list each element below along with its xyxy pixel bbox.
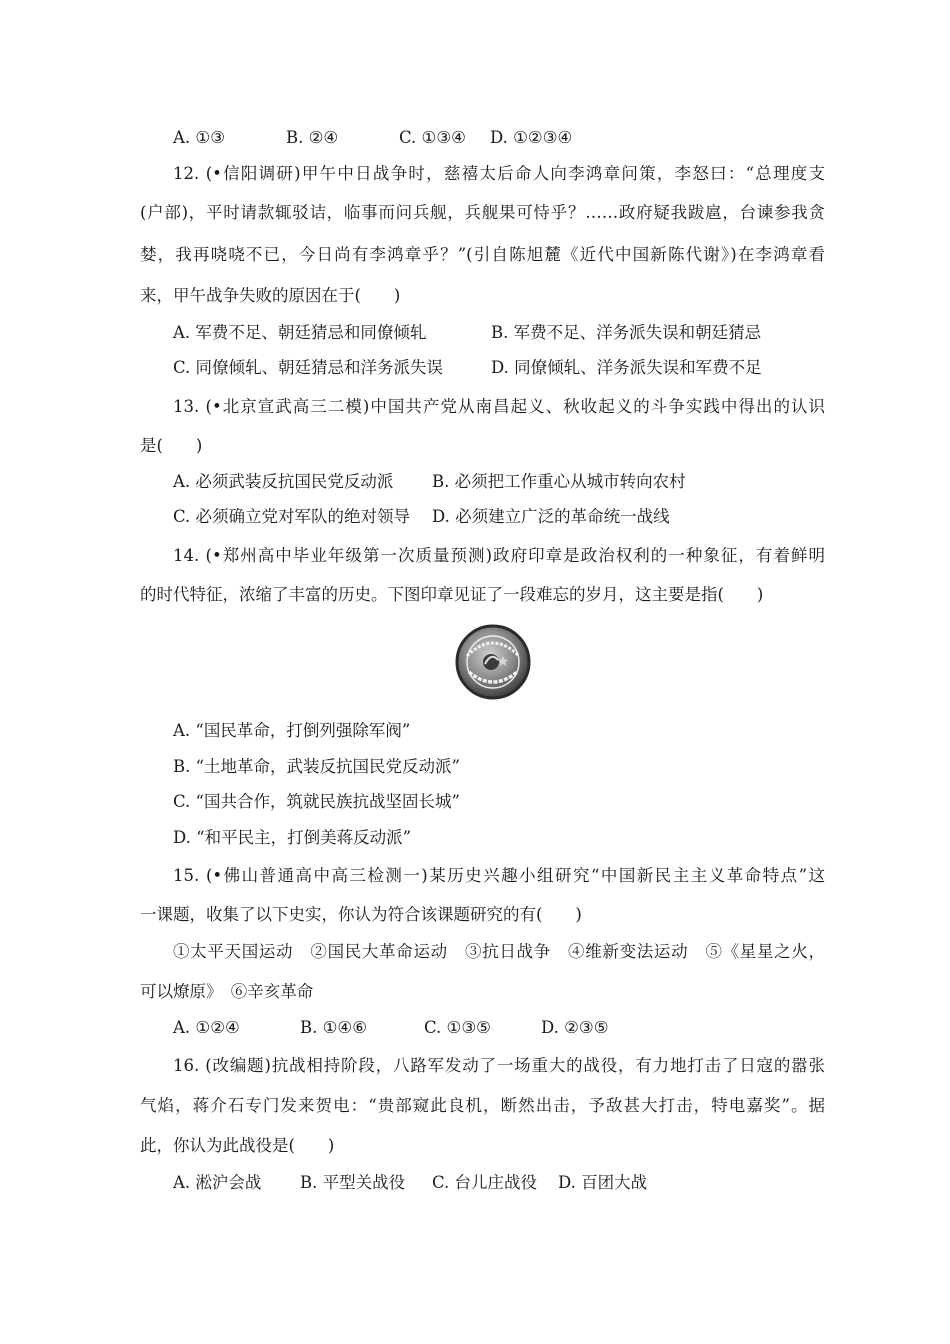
q15-line-3: ①太平天国运动 ②国民大革命运动 ③抗日战争 ④维新变法运动 ⑤《星星之火， <box>173 942 825 961</box>
q12-line-3: 婪，我再哓哓不已，今日尚有李鸿章乎？”(引自陈旭麓《近代中国新陈代谢》)在李鸿章看 <box>140 245 825 264</box>
q11-option-a: A. ①③ <box>173 128 225 147</box>
q14-option-c-row <box>0 787 950 817</box>
q15-line-4: 可以燎原》 ⑥辛亥革命 <box>140 982 314 1001</box>
q12-options-row-2 <box>0 353 950 383</box>
q13-option-d: D. 必须建立广泛的革命统一战线 <box>432 507 670 526</box>
q16-option-d: D. 百团大战 <box>558 1173 648 1192</box>
q15-line-1: 15. (•佛山普通高中高三检测一)某历史兴趣小组研究“中国新民主主义革命特点”这 <box>173 866 825 885</box>
q13-option-c: C. 必须确立党对军队的绝对领导 <box>173 507 411 526</box>
government-seal-image <box>453 622 533 702</box>
q14-line-1: 14. (•郑州高中毕业年级第一次质量预测)政府印章是政治权利的一种象征，有着鲜明 <box>173 546 825 565</box>
q16-line-3: 此，你认为此战役是( ) <box>140 1136 335 1155</box>
q16-line-2: 气焰，蒋介石专门发来贺电：“贵部窥此良机，断然出击，予敌甚大打击，特电嘉奖”。据 <box>140 1096 825 1115</box>
q12-line-1: 12. (•信阳调研)甲午中日战争时，慈禧太后命人向李鸿章问策，李怒曰：“总理度支 <box>173 164 825 183</box>
q14-option-c: C. “国共合作，筑就民族抗战坚固长城” <box>173 792 460 811</box>
q14-option-b-row <box>0 752 950 782</box>
q14-option-a-row <box>0 716 950 746</box>
q13-options-row-1 <box>0 467 950 497</box>
q16-option-a: A. 淞沪会战 <box>173 1173 262 1192</box>
q11-option-d: D. ①②③④ <box>490 128 573 147</box>
q15-option-d: D. ②③⑤ <box>541 1018 609 1037</box>
q12-option-a: A. 军费不足、朝廷猜忌和同僚倾轧 <box>173 323 427 342</box>
q12-line-4: 来，甲午战争失败的原因在于( ) <box>140 286 401 305</box>
q16-option-c: C. 台儿庄战役 <box>432 1173 538 1192</box>
q14-line-2: 的时代特征，浓缩了丰富的历史。下图印章见证了一段难忘的岁月，这主要是指( ) <box>140 585 764 604</box>
q15-line-2: 一课题，收集了以下史实，你认为符合该课题研究的有( ) <box>140 905 582 924</box>
q13-option-b: B. 必须把工作重心从城市转向农村 <box>432 472 686 491</box>
q14-option-a: A. “国民革命，打倒列强除军阀” <box>173 721 411 740</box>
q15-option-c: C. ①③⑤ <box>424 1018 491 1037</box>
q13-line-1: 13. (•北京宣武高三二模)中国共产党从南昌起义、秋收起义的斗争实践中得出的认识 <box>173 397 825 416</box>
q16-options <box>0 1168 950 1198</box>
q15-options <box>0 1013 950 1043</box>
q11-option-c: C. ①③④ <box>399 128 466 147</box>
q14-option-d-row <box>0 823 950 853</box>
q11-option-b: B. ②④ <box>286 128 339 147</box>
q15-option-a: A. ①②④ <box>173 1018 240 1037</box>
q12-options-row-1 <box>0 318 950 348</box>
q12-line-2: (户部)，平时请款辄驳诘，临事而问兵舰，兵舰果可恃乎？……政府疑我跋扈，台谏参我贪 <box>140 203 825 222</box>
q12-option-d: D. 同僚倾轧、洋务派失误和军费不足 <box>491 358 762 377</box>
q14-option-d: D. “和平民主，打倒美蒋反动派” <box>173 828 412 847</box>
q12-option-b: B. 军费不足、洋务派失误和朝廷猜忌 <box>491 323 762 342</box>
q14-option-b: B. “土地革命，武装反抗国民党反动派” <box>173 757 460 776</box>
q15-option-b: B. ①④⑥ <box>300 1018 367 1037</box>
q16-option-b: B. 平型关战役 <box>300 1173 406 1192</box>
q16-line-1: 16. (改编题)抗战相持阶段，八路军发动了一场重大的战役，有力地打击了日寇的嚣张 <box>173 1056 825 1075</box>
seal-svg <box>453 622 533 702</box>
q13-options-row-2 <box>0 502 950 532</box>
q13-line-2: 是( ) <box>140 436 203 455</box>
q11-options <box>0 123 950 153</box>
q13-option-a: A. 必须武装反抗国民党反动派 <box>173 472 394 491</box>
q12-option-c: C. 同僚倾轧、朝廷猜忌和洋务派失误 <box>173 358 444 377</box>
